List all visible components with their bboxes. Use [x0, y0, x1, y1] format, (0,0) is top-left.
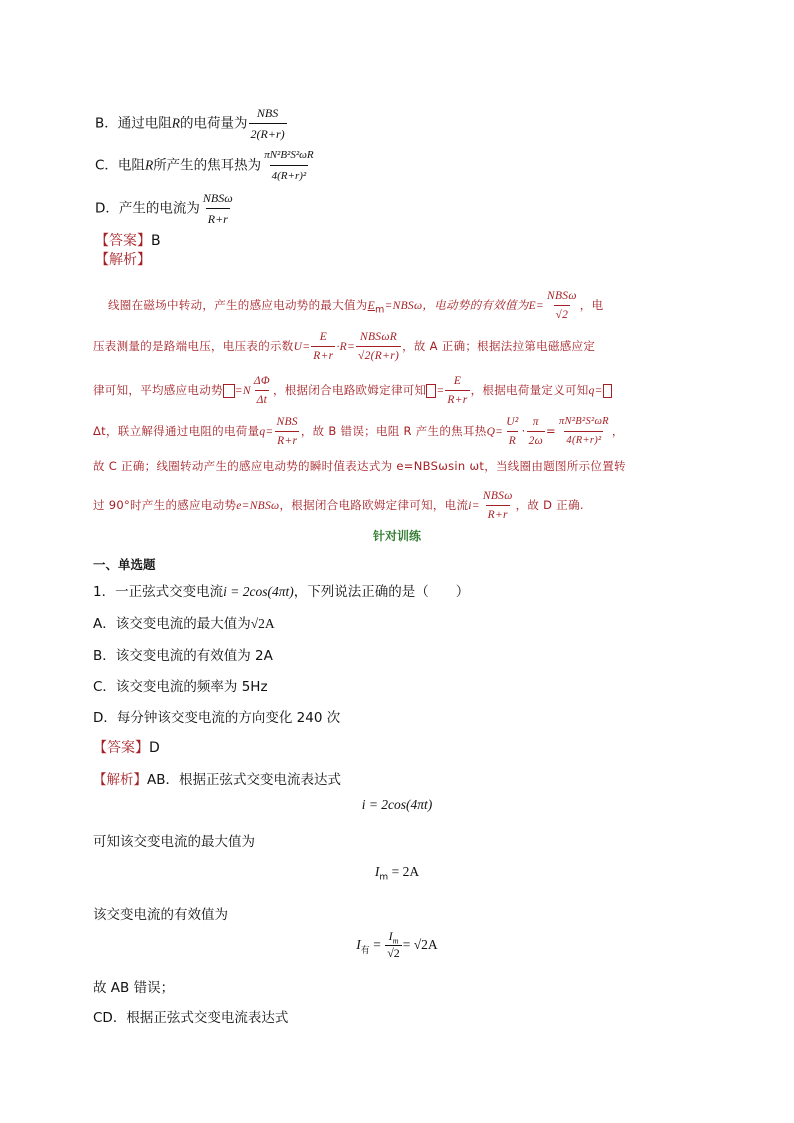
- question-1-stem: [93, 580, 469, 600]
- analysis-2-first-line: [93, 768, 341, 788]
- explanation-line-6: [93, 487, 584, 524]
- explanation-text: ，根据电荷量定义可知: [470, 383, 589, 397]
- fraction-denominator: √2: [387, 946, 400, 961]
- fraction-numerator: [387, 929, 401, 945]
- explanation-math: q=: [588, 385, 603, 397]
- equation-rest: = √2A: [402, 937, 438, 953]
- fraction-numerator: NBSωR: [360, 331, 398, 343]
- option-b-var: R: [171, 115, 181, 131]
- question-stem-text: 1．一正弦式交变电流: [93, 584, 224, 600]
- answer-value: B: [151, 233, 161, 249]
- explanation-math: E: [367, 300, 375, 312]
- explanation-math: =N: [234, 385, 251, 397]
- fraction-denominator: R+r: [311, 346, 335, 365]
- analysis-2-text-2: 可知该交变电流的最大值为: [93, 834, 255, 850]
- analysis-2-text-5: CD．根据正弦式交变电流表达式: [93, 1010, 289, 1026]
- fraction-numerator: U²: [506, 416, 519, 428]
- fraction-numerator: πN²B²S²ωR: [264, 149, 314, 161]
- question-stem-text: ，下列说法正确的是（ ）: [293, 584, 470, 600]
- fraction-numerator: ΔΦ: [253, 375, 270, 387]
- fraction-denominator: √2(R+r): [356, 346, 401, 365]
- explanation-line-3: [93, 372, 612, 409]
- equation-symbol: I: [356, 937, 361, 953]
- explanation-text: ，故 A 正确；根据法拉第电磁感应定: [402, 339, 596, 353]
- fraction-numerator: π: [532, 416, 539, 428]
- fraction-denominator: √2: [554, 305, 571, 324]
- question-1-option-d: D．每分钟该交变电流的方向变化 240 次: [93, 710, 341, 726]
- fraction-denominator: Δt: [255, 390, 270, 409]
- explanation-fraction: [252, 372, 272, 409]
- fraction-denominator: R+r: [275, 431, 299, 450]
- explanation-fraction: [481, 487, 515, 524]
- answer-value: D: [149, 740, 160, 756]
- explanation-text: ，根据闭合电路欧姆定律可知: [272, 383, 427, 397]
- equation-subscript: m: [379, 872, 389, 883]
- section-title: 针对训练: [372, 529, 421, 543]
- option-b-prefix: B．通过电阻: [95, 115, 172, 132]
- explanation-line-1: [108, 287, 603, 324]
- equation-symbol: I: [374, 864, 380, 879]
- option-d: [95, 188, 236, 229]
- fraction-denominator: R+r: [445, 390, 469, 409]
- analysis-2-text-4: 故 AB 错误；: [93, 980, 175, 996]
- equation-subscript: 有: [360, 945, 370, 956]
- fraction-denominator: 4(R+r)²: [270, 165, 309, 186]
- explanation-math: ·R=: [336, 341, 356, 353]
- fraction-denominator: R+r: [206, 208, 230, 229]
- single-choice-heading: 一、单选题: [93, 557, 156, 572]
- explanation-text: ，故 B 错误；电阻 R 产生的焦耳热: [300, 424, 487, 438]
- fraction-numerator: NBSω: [202, 191, 233, 205]
- option-d-fraction: [201, 188, 235, 229]
- fraction-denominator: R+r: [486, 505, 510, 524]
- explanation-math: E=: [528, 300, 544, 312]
- explanation-fraction: [356, 328, 401, 365]
- fraction-denominator: R: [507, 431, 518, 450]
- equation-2: [0, 864, 794, 883]
- fraction-numerator: E: [319, 331, 328, 343]
- fraction-numerator: E: [453, 375, 462, 387]
- answer-line-1: [95, 230, 161, 250]
- explanation-fraction: [275, 413, 300, 450]
- question-1-option-b: B．该交变电流的有效值为 2A: [93, 648, 273, 664]
- equation-rest: = 2A: [388, 864, 420, 879]
- explanation-text: ，故 D 正确.: [515, 498, 584, 512]
- explanation-math: q=: [259, 426, 274, 438]
- analysis-2-text-3: 该交变电流的有效值为: [93, 907, 228, 923]
- explanation-math: e=NBSω: [236, 500, 280, 512]
- explanation-text: ，根据闭合电路欧姆定律可知，电流: [279, 498, 469, 512]
- explanation-fraction: [311, 328, 335, 365]
- explanation-text: 压表测量的是路端电压，电压表的示数: [93, 339, 294, 353]
- option-c-suffix: 所产生的焦耳热为: [153, 157, 262, 174]
- explanation-math: Q=: [486, 426, 504, 438]
- answer-label: 【答案】: [93, 740, 149, 756]
- option-b-fraction: [249, 103, 287, 144]
- option-text: A．该交变电流的最大值为: [93, 616, 251, 632]
- explanation-fraction: [545, 287, 579, 324]
- fraction-denominator: 2ω: [527, 431, 545, 450]
- option-value: √2A: [250, 616, 275, 631]
- explanation-fraction: [557, 413, 611, 450]
- fraction-numerator-subscript: m: [392, 936, 399, 946]
- question-stem-expression: i = 2cos(4πt): [223, 584, 294, 599]
- option-c-fraction: [262, 145, 315, 186]
- explanation-text: 律可知，平均感应电动势: [93, 383, 223, 397]
- explanation-math: =: [436, 385, 445, 397]
- explanation-math: i=: [468, 500, 480, 512]
- equation-fraction: [385, 929, 402, 961]
- explanation-line-2: [93, 328, 595, 365]
- fraction-numerator: NBS: [256, 106, 279, 120]
- option-c: [95, 145, 317, 186]
- equation-3: $I_有$ = $\frac{I_m}{√2}$ = √2A: [356, 929, 438, 961]
- question-1-option-a: [93, 612, 275, 632]
- option-c-prefix: C．电阻: [95, 157, 145, 174]
- explanation-line-5: 故 C 正确；线圈转动产生的感应电动势的瞬时值表达式为 e=NBSωsin ωt，当线圈由题图所示位置转: [93, 459, 626, 473]
- fraction-numerator-symbol: I: [388, 929, 393, 943]
- explanation-math: U=: [293, 341, 311, 353]
- question-1-option-c: C．该交变电流的频率为 5Hz: [93, 679, 268, 695]
- placeholder-box-icon: [603, 384, 612, 398]
- option-c-var: R: [144, 157, 154, 173]
- option-d-prefix: D．产生的电流为: [95, 200, 200, 217]
- explanation-text: ，电: [579, 298, 604, 312]
- analysis-label-1: 【解析】: [95, 252, 151, 268]
- explanation-line-4: Δt，联立解得通过电阻的电荷量q= $\frac{\text{NBS}}{R+r}$ ，故 B 错误；电阻 R 产生的焦耳热Q= $\frac{\text{U²}}{R}$ · $\frac{\pi}{2\omega}$ = $\frac{\text{πN²B²S²ωR}}{\text{4(R+r)²}}$ ，: [93, 413, 624, 450]
- fraction-denominator: 4(R+r)²: [564, 431, 603, 450]
- fraction-numerator: NBSω: [482, 490, 513, 502]
- fraction-numerator: πN²B²S²ωR: [558, 416, 609, 427]
- fraction-denominator: 2(R+r): [249, 123, 287, 144]
- explanation-sub: m: [374, 304, 385, 316]
- placeholder-box-icon: [426, 384, 436, 398]
- option-b-suffix: 的电荷量为: [180, 115, 248, 132]
- explanation-text: 过 90°时产生的感应电动势: [93, 498, 237, 512]
- explanation-math: =NBSω，电动势的有效值为: [384, 300, 529, 312]
- option-b: [95, 103, 288, 144]
- fraction-numerator: NBSω: [547, 290, 577, 302]
- equation-1: i = 2cos(4πt): [361, 797, 433, 812]
- explanation-text: Δt，联立解得通过电阻的电荷量: [93, 424, 260, 438]
- explanation-fraction: [504, 413, 520, 450]
- fraction-numerator: NBS: [276, 416, 298, 428]
- explanation-fraction: [527, 413, 545, 450]
- analysis-label: 【解析】: [93, 772, 147, 788]
- answer-label: 【答案】: [95, 233, 151, 249]
- explanation-text: 线圈在磁场中转动，产生的感应电动势的最大值为: [108, 298, 368, 312]
- explanation-fraction: [445, 372, 469, 409]
- answer-line-2: [93, 737, 160, 757]
- analysis-text: AB．根据正弦式交变电流表达式: [147, 772, 341, 788]
- placeholder-box-icon: [223, 384, 235, 398]
